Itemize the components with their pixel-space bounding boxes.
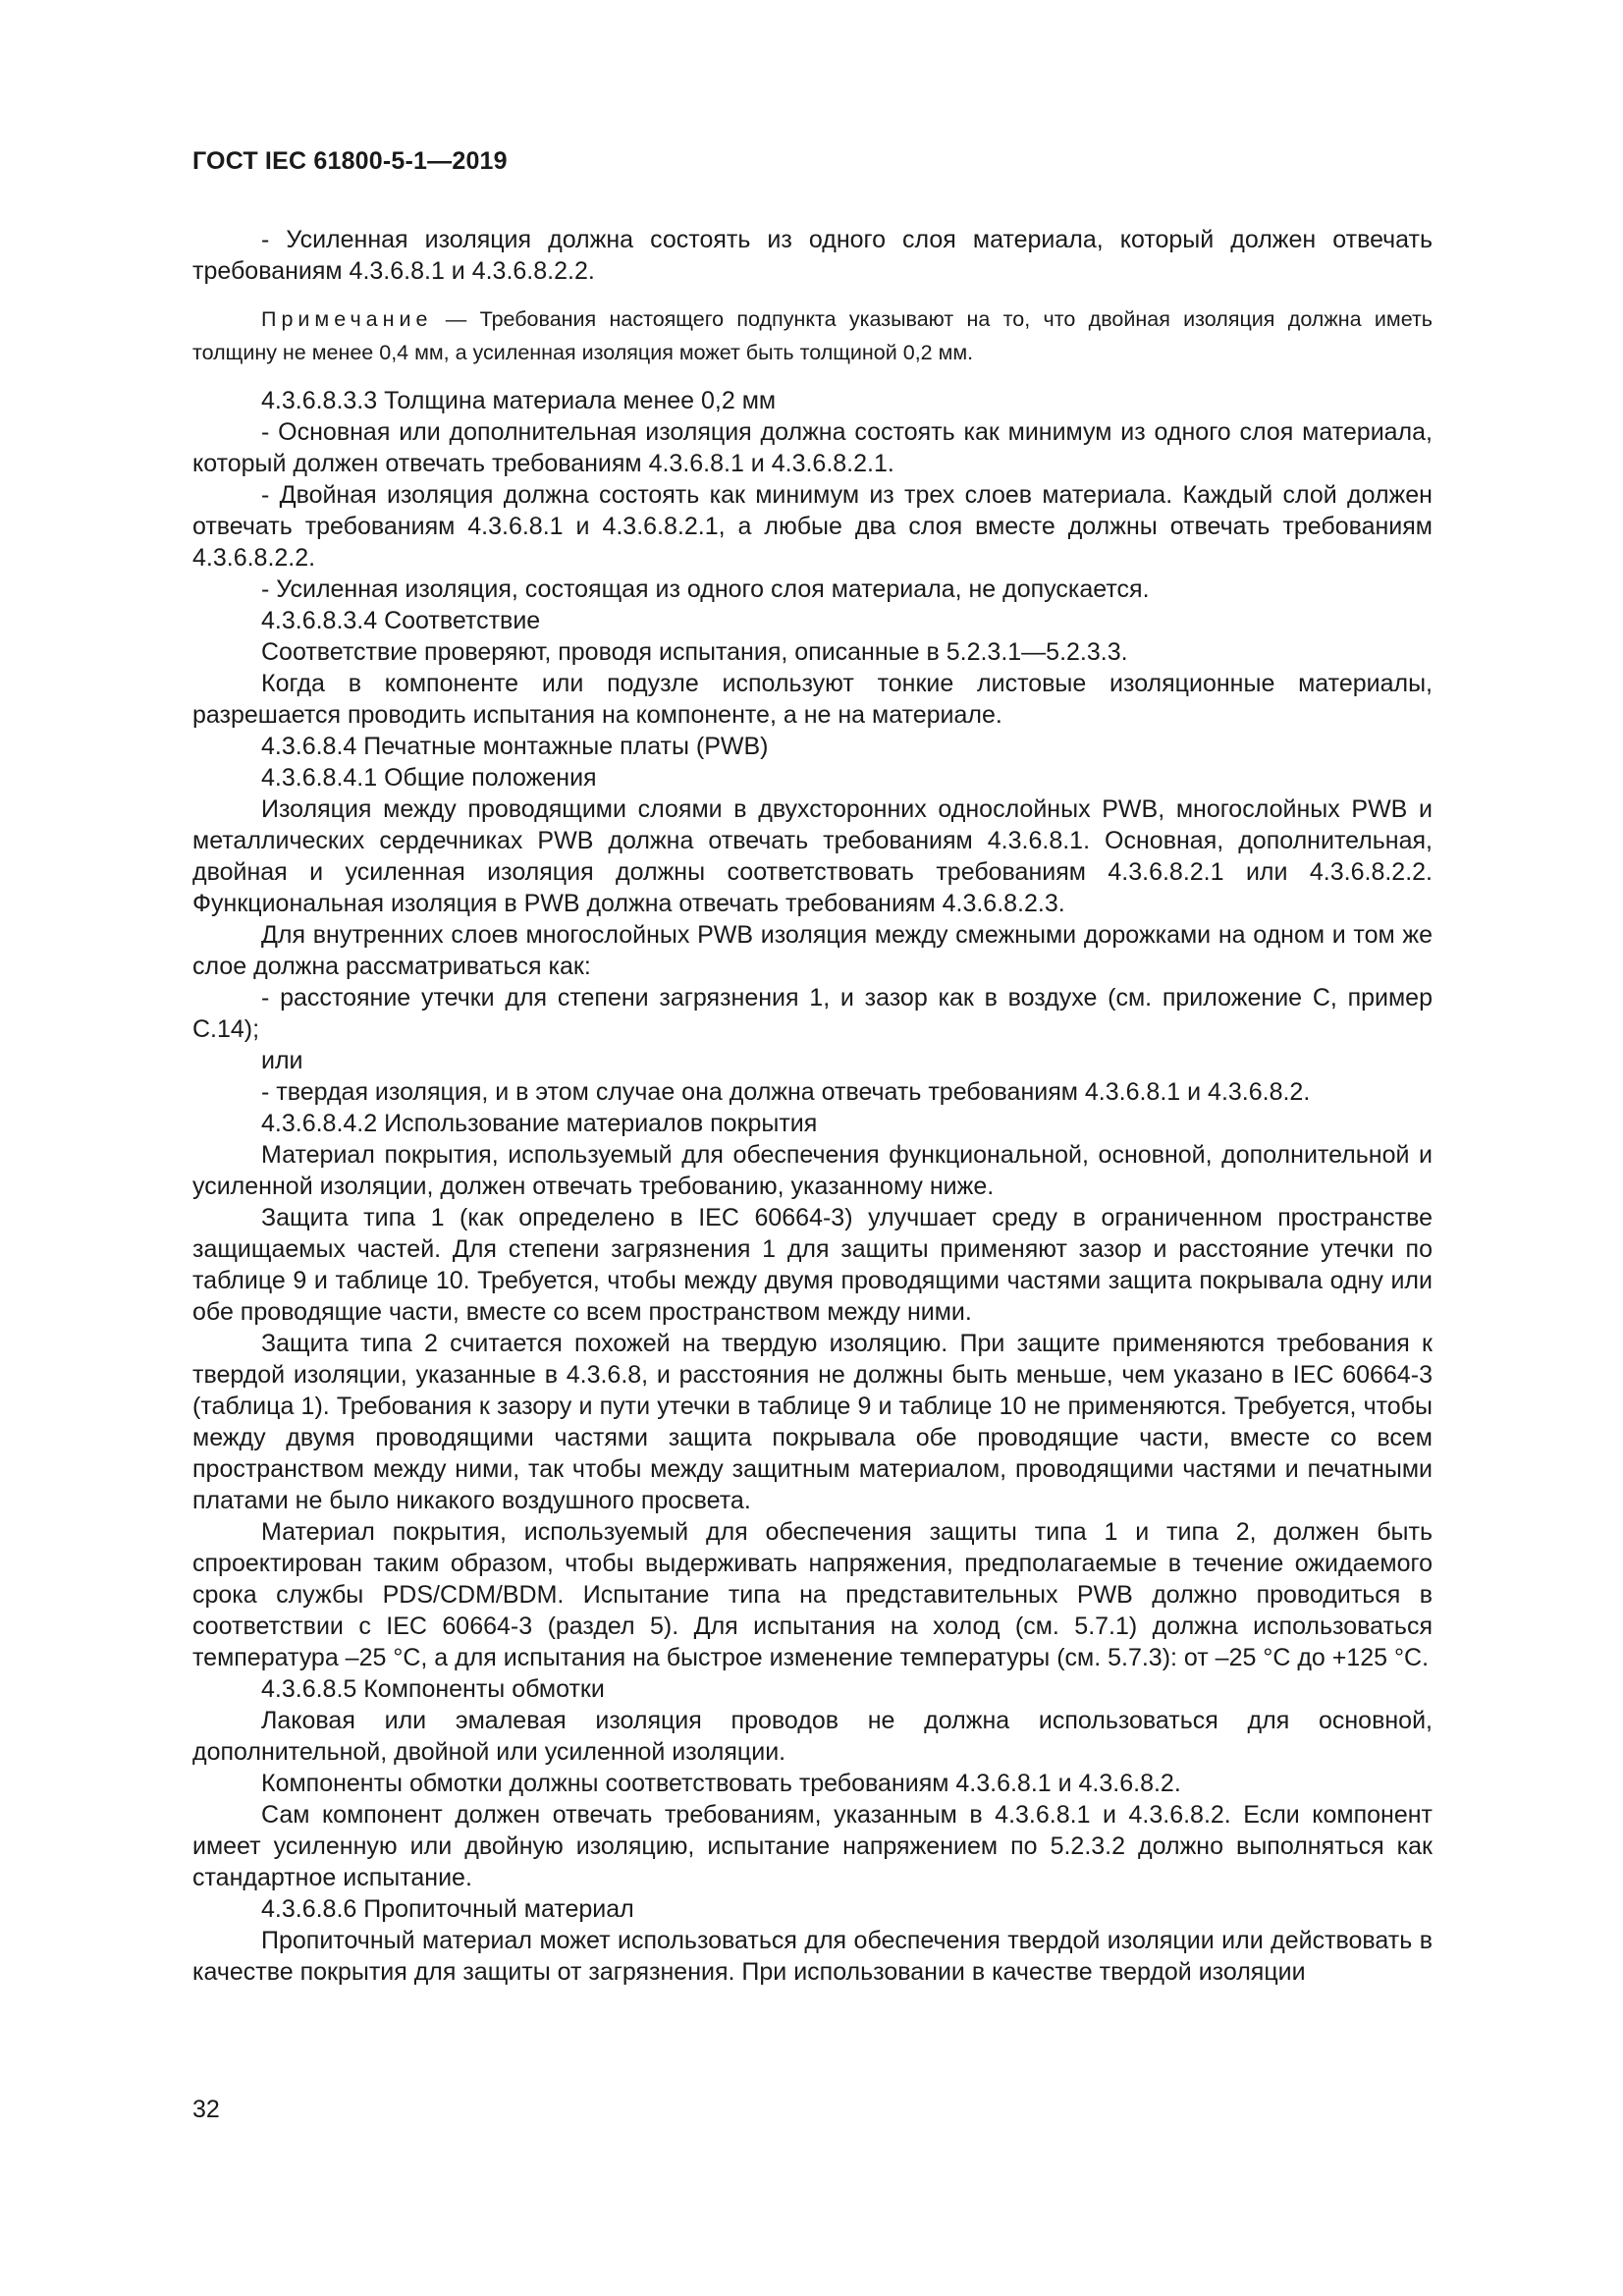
paragraph: - Усиленная изоляция должна состоять из одного слоя материала, который должен отвечать требованиям 4.3.6.8.1 и 4.3.6.8.2.2. bbox=[192, 226, 1433, 285]
section-heading: 4.3.6.8.3.4 Соответствие bbox=[261, 607, 541, 634]
paragraph: Защита типа 1 (как определено в IEC 60664-3) улучшает среду в ограниченном пространстве защищаемых частей. Для степени загрязнения 1 для защиты применяют зазор и расстояние утечки по таблице 9 и таблице 10. Требуется, чтобы между двумя проводящими частями защита покрывала одну или обе проводящие части, вместе со всем пространством между ними. bbox=[192, 1204, 1433, 1326]
paragraph: Материал покрытия, используемый для обеспечения защиты типа 1 и типа 2, должен быть спроектирован таким образом, чтобы выдерживать напряжения, предполагаемые в течение ожидаемого срока службы PDS/CDM/BDM. Испытание типа на представительных PWB должно проводиться в соответствии с IEC 60664-3 (раздел 5). Для испытания на холод (см. 5.7.1) должна использоваться температура –25 °С, а для испытания на быстрое изменение температуры (см. 5.7.3): от –25 °С до +125 °С. bbox=[192, 1518, 1433, 1671]
note-text: — Требования настоящего подпункта указывают на то, что двойная изоляция должна иметь толщину не менее 0,4 мм, а усиленная изоляция может быть толщиной 0,2 мм. bbox=[192, 307, 1433, 364]
paragraph: Компоненты обмотки должны соответствовать требованиям 4.3.6.8.1 и 4.3.6.8.2. bbox=[261, 1770, 1181, 1797]
document-body bbox=[192, 224, 1433, 1988]
paragraph: Сам компонент должен отвечать требованиям, указанным в 4.3.6.8.1 и 4.3.6.8.2. Если компонент имеет усиленную или двойную изоляцию, испытание напряжением по 5.2.3.2 должно выполняться как стандартное испытание. bbox=[192, 1801, 1433, 1891]
note bbox=[192, 302, 1433, 369]
section-heading: 4.3.6.8.5 Компоненты обмотки bbox=[261, 1675, 605, 1703]
paragraph: Пропиточный материал может использоваться для обеспечения твердой изоляции или действовать в качестве покрытия для защиты от загрязнения. При использовании в качестве твердой изоляции bbox=[192, 1927, 1433, 1986]
paragraph: Изоляция между проводящими слоями в двухсторонних однослойных PWB, многослойных PWB и металлических сердечниках PWB должна отвечать требованиям 4.3.6.8.1. Основная, дополнительная, двойная и усиленная изоляция должны соответствовать требованиям 4.3.6.8.2.1 или 4.3.6.8.2.2. Функциональная изоляция в PWB должна отвечать требованиям 4.3.6.8.2.3. bbox=[192, 795, 1433, 917]
note-label: Примечание bbox=[261, 307, 433, 331]
paragraph: Когда в компоненте или подузле используют тонкие листовые изоляционные материалы, разрешается проводить испытания на компоненте, а не на материале. bbox=[192, 670, 1433, 729]
section-heading: 4.3.6.8.4.2 Использование материалов покрытия bbox=[261, 1110, 818, 1137]
paragraph: - Двойная изоляция должна состоять как минимум из трех слоев материала. Каждый слой должен отвечать требованиям 4.3.6.8.1 и 4.3.6.8.2.1, а любые два слоя вместе должны отвечать требованиям 4.3.6.8.2.2. bbox=[192, 481, 1433, 572]
paragraph: Защита типа 2 считается похожей на твердую изоляцию. При защите применяются требования к твердой изоляции, указанные в 4.3.6.8, и расстояния не должны быть меньше, чем указано в IEC 60664-3 (таблица 1). Требования к зазору и пути утечки в таблице 9 и таблице 10 не применяются. Требуется, чтобы между двумя проводящими частями защита покрывала обе проводящие части, вместе со всем пространством между ними, так чтобы между защитным материалом, проводящими частями и печатными платами не было никакого воздушного просвета. bbox=[192, 1330, 1433, 1514]
paragraph: - Основная или дополнительная изоляция должна состоять как минимум из одного слоя материала, который должен отвечать требованиям 4.3.6.8.1 и 4.3.6.8.2.1. bbox=[192, 418, 1433, 477]
paragraph: Материал покрытия, используемый для обеспечения функциональной, основной, дополнительной и усиленной изоляции, должен отвечать требованию, указанному ниже. bbox=[192, 1141, 1433, 1200]
document-header: ГОСТ IEC 61800-5-1—2019 bbox=[192, 147, 508, 175]
paragraph: - Усиленная изоляция, состоящая из одного слоя материала, не допускается. bbox=[261, 575, 1150, 603]
section-heading: 4.3.6.8.4.1 Общие положения bbox=[261, 764, 597, 792]
paragraph: - твердая изоляция, и в этом случае она должна отвечать требованиям 4.3.6.8.1 и 4.3.6.8.2. bbox=[261, 1078, 1311, 1106]
paragraph: или bbox=[261, 1047, 303, 1074]
paragraph: Для внутренних слоев многослойных PWB изоляция между смежными дорожками на одном и том же слое должна рассматриваться как: bbox=[192, 921, 1433, 980]
section-heading: 4.3.6.8.3.3 Толщина материала менее 0,2 мм bbox=[261, 387, 777, 414]
section-heading: 4.3.6.8.6 Пропиточный материал bbox=[261, 1895, 634, 1923]
page-number: 32 bbox=[192, 2096, 220, 2123]
paragraph: Лаковая или эмалевая изоляция проводов не должна использоваться для основной, дополнительной, двойной или усиленной изоляции. bbox=[192, 1707, 1433, 1766]
section-heading: 4.3.6.8.4 Печатные монтажные платы (PWB) bbox=[261, 733, 769, 760]
paragraph: Соответствие проверяют, проводя испытания, описанные в 5.2.3.1—5.2.3.3. bbox=[261, 638, 1128, 666]
paragraph: - расстояние утечки для степени загрязнения 1, и зазор как в воздухе (см. приложение С, пример С.14); bbox=[192, 984, 1433, 1043]
